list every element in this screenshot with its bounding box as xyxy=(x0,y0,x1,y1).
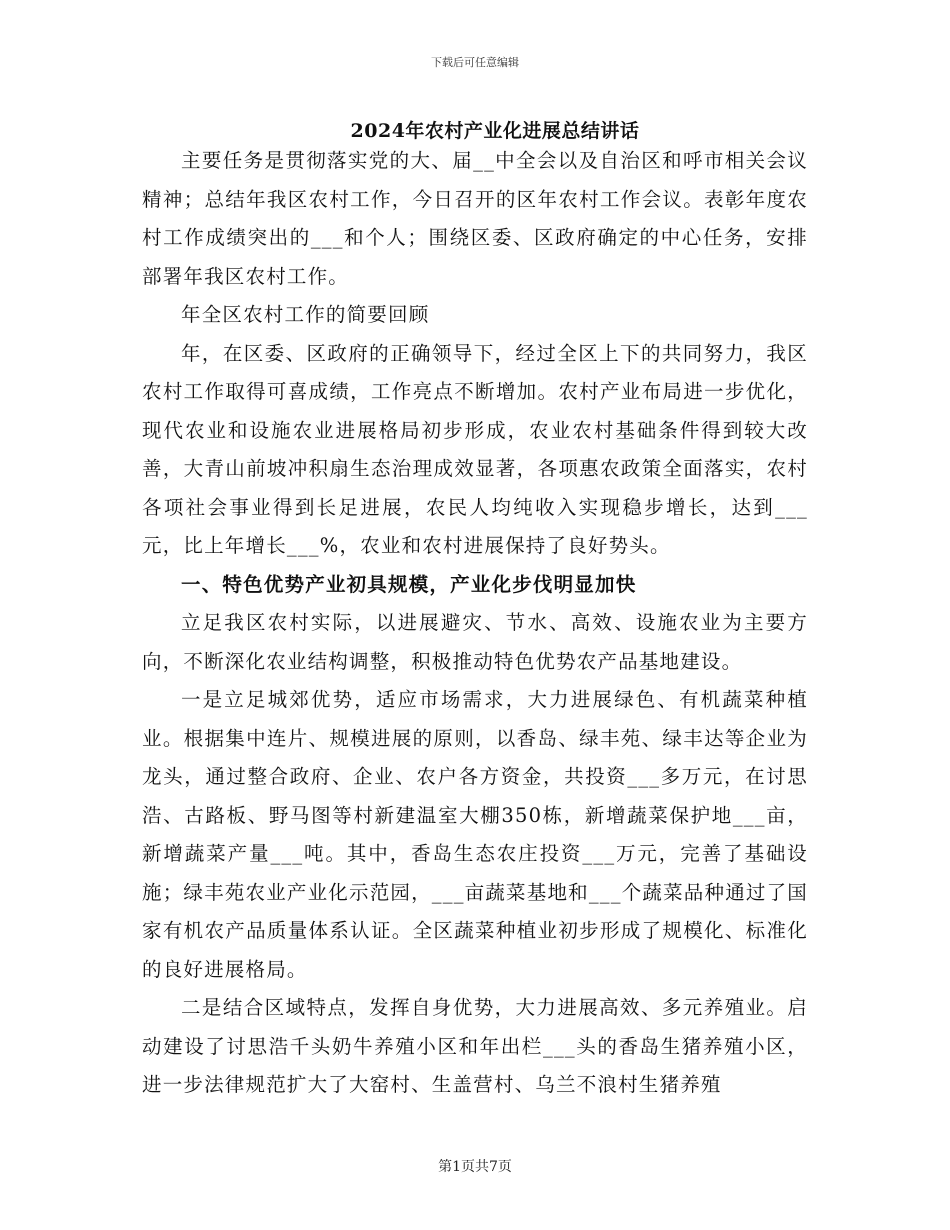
section-heading-1: 一、特色优势产业初具规模，产业化步伐明显加快 xyxy=(181,572,637,596)
page-header-note: 下载后可任意编辑 xyxy=(431,56,519,69)
page-number-footer: 第1页共7页 xyxy=(438,1159,512,1175)
paragraph-review: 年，在区委、区政府的正确领导下，经过全区上下的共同努力，我区农村工作取得可喜成绩，工作亮点不断增加。农村产业布局进一步优化，现代农业和设施农业进展格局初步形成，农业农村基础条件得到较大改善，大青山前坡冲积扇生态治理成效显著，各项惠农政策全面落实，农村各项社会事业得到长足进展，农民人均纯收入实现稳步增长，达到___元，比上年增长___%，农业和农村进展保持了良好势头。 xyxy=(142,341,808,557)
paragraph-intro: 主要任务是贯彻落实党的大、届__中全会以及自治区和呼市相关会议精神；总结年我区农村工作，今日召开的区年农村工作会议。表彰年度农村工作成绩突出的___和个人；围绕区委、区政府确定的中心任务，安排部署年我区农村工作。 xyxy=(142,149,808,288)
document-title: 2024年农村产业化进展总结讲话 xyxy=(350,120,640,142)
paragraph-point-1: 一是立足城郊优势，适应市场需求，大力进展绿色、有机蔬菜种植业。根据集中连片、规模进展的原则，以香岛、绿丰苑、绿丰达等企业为龙头，通过整合政府、企业、农户各方资金，共投资___多万元，在讨思浩、古路板、野马图等村新建温室大棚350栋，新增蔬菜保护地___亩，新增蔬菜产量___吨。其中，香岛生态农庄投资___万元，完善了基础设施；绿丰苑农业产业化示范园，___亩蔬菜基地和___个蔬菜品种通过了国家有机农产品质量体系认证。全区蔬菜种植业初步形成了规模化、标准化的良好进展格局。 xyxy=(142,688,809,981)
paragraph-review-heading: 年全区农村工作的简要回顾 xyxy=(181,303,430,326)
document-body xyxy=(142,142,808,1105)
paragraph-point-2: 二是结合区域特点，发挥自身优势，大力进展高效、多元养殖业。启动建设了讨思浩千头奶牛养殖小区和年出栏___头的香岛生猪养殖小区，进一步法律规范扩大了大窑村、生盖营村、乌兰不浪村生猪养殖 xyxy=(142,996,808,1096)
paragraph-section1-intro: 立足我区农村实际，以进展避灾、节水、高效、设施农业为主要方向，不断深化农业结构调整，积极推动特色优势农产品基地建设。 xyxy=(142,611,808,673)
